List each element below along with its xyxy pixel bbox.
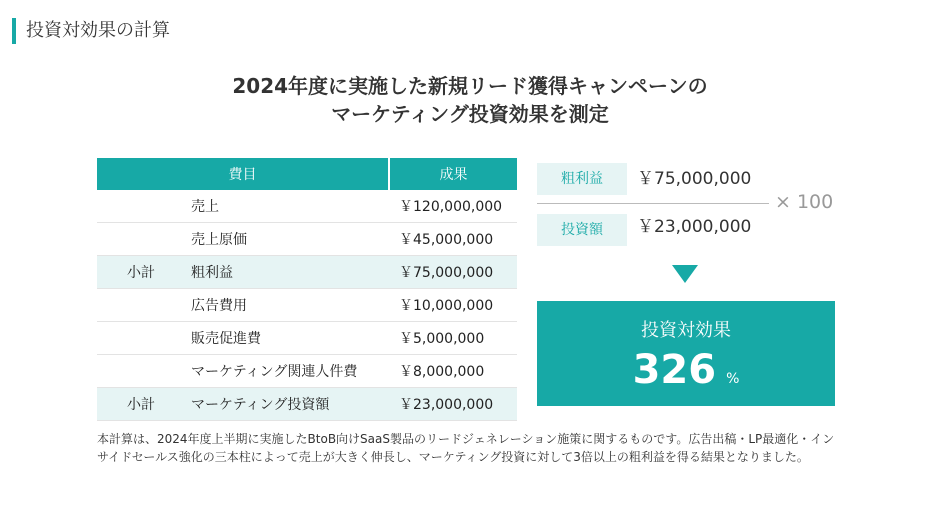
result-unit: % xyxy=(726,371,740,387)
row-value: ￥75,000,000 xyxy=(389,256,517,289)
row-subtotal-label xyxy=(97,223,185,256)
numerator-value: ￥75,000,000 xyxy=(637,169,752,189)
row-item: 売上 xyxy=(185,190,389,223)
down-arrow-icon xyxy=(672,265,698,283)
table-row xyxy=(97,388,517,421)
roi-result-box xyxy=(537,301,835,406)
header-result: 成果 xyxy=(389,158,517,190)
header-item: 費目 xyxy=(97,158,389,190)
numerator-label: 粗利益 xyxy=(537,163,627,195)
row-subtotal-label: 小計 xyxy=(97,256,185,289)
multiplier: × 100 xyxy=(775,191,834,213)
row-item: 広告費用 xyxy=(185,289,389,322)
result-value: 326 xyxy=(632,347,717,393)
table-row xyxy=(97,223,517,256)
table-row xyxy=(97,355,517,388)
headline-line-2: マーケティング投資効果を測定 xyxy=(331,102,609,126)
row-item: マーケティング投資額 xyxy=(185,388,389,421)
result-value-line xyxy=(537,345,835,404)
cost-table xyxy=(97,158,517,421)
row-value: ￥23,000,000 xyxy=(389,388,517,421)
table-row xyxy=(97,322,517,355)
row-value: ￥8,000,000 xyxy=(389,355,517,388)
row-item: 売上原価 xyxy=(185,223,389,256)
row-item: 販売促進費 xyxy=(185,322,389,355)
result-title: 投資対効果 xyxy=(641,320,731,341)
fraction-line xyxy=(537,203,769,204)
headline-line-1: 2024年度に実施した新規リード獲得キャンペーンの xyxy=(232,74,708,98)
denominator-label: 投資額 xyxy=(537,214,627,246)
row-subtotal-label xyxy=(97,355,185,388)
row-subtotal-label xyxy=(97,190,185,223)
headline xyxy=(0,72,940,128)
table-row xyxy=(97,256,517,289)
row-item: 粗利益 xyxy=(185,256,389,289)
denominator-value: ￥23,000,000 xyxy=(637,217,752,237)
footnote: 本計算は、2024年度上半期に実施したBtoB向けSaaS製品のリードジェネレーション施策に関するものです。広告出稿・LP最適化・インサイドセールス強化の三本柱によって売上が大きく伸長し、マーケティング投資に対して3倍以上の粗利益を得る結果となりました。 xyxy=(97,432,835,464)
roi-formula xyxy=(537,158,837,248)
row-value: ￥10,000,000 xyxy=(389,289,517,322)
row-subtotal-label: 小計 xyxy=(97,388,185,421)
row-item: マーケティング関連人件費 xyxy=(185,355,389,388)
row-value: ￥120,000,000 xyxy=(389,190,517,223)
section-header: 投資対効果の計算 xyxy=(12,18,170,44)
row-value: ￥5,000,000 xyxy=(389,322,517,355)
table-row xyxy=(97,190,517,223)
row-subtotal-label xyxy=(97,322,185,355)
row-value: ￥45,000,000 xyxy=(389,223,517,256)
table-row xyxy=(97,289,517,322)
row-subtotal-label xyxy=(97,289,185,322)
table-header-row xyxy=(97,158,517,190)
